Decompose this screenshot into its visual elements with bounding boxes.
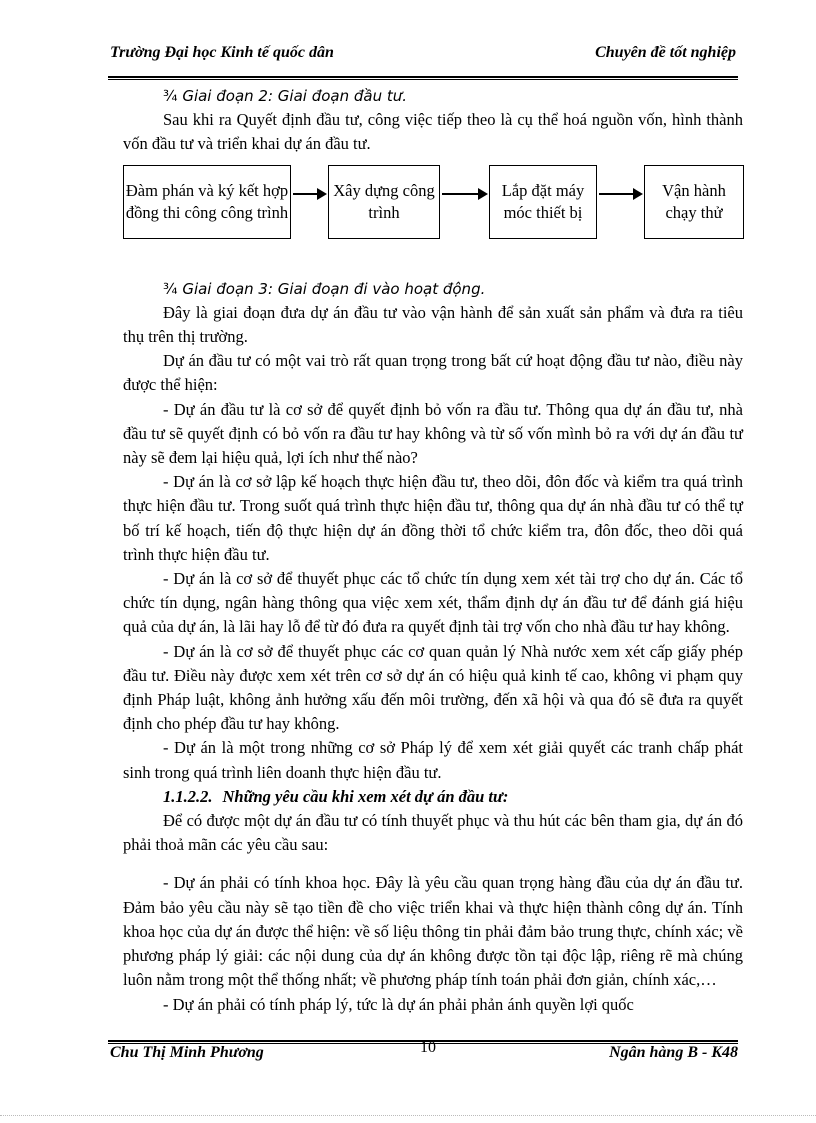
section-title: Những yêu cầu khi xem xét dự án đầu tư: xyxy=(222,786,509,806)
header-thesis-type: Chuyên đề tốt nghiệp xyxy=(595,44,736,61)
footer-class: Ngân hàng B - K48 xyxy=(609,1044,738,1061)
page-footer xyxy=(110,1039,738,1068)
stage-2-bullet: ¾ xyxy=(163,87,178,105)
stage-2-title: Giai đoạn 2: Giai đoạn đầu tư. xyxy=(182,87,408,105)
requirement-item: - Dự án phải có tính khoa học. Đây là yêu cầu quan trọng hàng đầu của dự án đầu tư. Đảm bảo yêu cầu này sẽ tạo tiền đề cho việc triển khai và thực hiện thành công dự án. Tính khoa học của dự án được thể hiện: về số liệu thông tin phải đảm bảo trung thực, chính xác; về phương pháp lý giải: các nội dung của dự án không được tồn tại độc lập, riêng rẽ mà chúng luôn nằm trong một thể thống nhất; về phương pháp tính toán phải đơn giản, chính xác,… xyxy=(123,873,743,990)
stage-2-heading xyxy=(123,84,743,108)
flow-arrow-3 xyxy=(599,193,641,195)
role-item: - Dự án là cơ sở để thuyết phục các cơ quan quản lý Nhà nước xem xét cấp giấy phép đầu tư. Điều này được xem xét trên cơ sở dự án có hiệu quả kinh tế cao, không vi phạm quy định Pháp luật, không ảnh hưởng xấu đến môi trường, đến xã hội và qua đó sẽ đưa ra quyết định cho phép đầu tư hay không. xyxy=(123,641,743,734)
stage-3-heading xyxy=(123,277,743,301)
flow-step-trial-run: Vận hành chạy thử xyxy=(644,165,744,239)
header-rule-thin xyxy=(108,79,738,80)
requirement-item: - Dự án phải có tính pháp lý, tức là dự án phải phản ánh quyền lợi quốc xyxy=(163,994,634,1014)
section-number: 1.1.2.2. xyxy=(163,786,213,806)
page-body xyxy=(123,84,743,1017)
stage-3-title: Giai đoạn 3: Giai đoạn đi vào hoạt động. xyxy=(182,279,486,298)
section-heading xyxy=(123,785,743,809)
flow-arrow-2 xyxy=(442,193,486,195)
footer-author: Chu Thị Minh Phương xyxy=(110,1044,264,1061)
stage-3-bullet: ¾ xyxy=(163,279,178,298)
investment-flow-diagram xyxy=(123,157,743,277)
flow-step-construction: Xây dựng công trình xyxy=(328,165,440,239)
flow-step-negotiate-contract: Đàm phán và ký kết hợp đồng thi công công trình xyxy=(123,165,291,239)
role-intro-paragraph: Dự án đầu tư có một vai trò rất quan trọng trong bất cứ hoạt động đầu tư nào, điều này được thể hiện: xyxy=(123,351,743,395)
requirements-intro-paragraph: Để có được một dự án đầu tư có tính thuyết phục và thu hút các bên tham gia, dự án đó phải thoả mãn các yêu cầu sau: xyxy=(123,811,743,855)
role-item: - Dự án là cơ sở để thuyết phục các tổ chức tín dụng xem xét tài trợ cho dự án. Các tổ chức tín dụng, ngân hàng thông qua việc xem xét, thẩm định dự án đầu tư để đánh giá hiệu quả của dự án, là lãi hay lỗ để từ đó đưa ra quyết định tài trợ vốn cho nhà đầu tư hay không. xyxy=(123,569,743,637)
page-header xyxy=(110,44,736,74)
stage-2-paragraph: Sau khi ra Quyết định đầu tư, công việc tiếp theo là cụ thể hoá nguồn vốn, hình thành vốn đầu tư và triển khai dự án đầu tư. xyxy=(123,110,743,154)
page-number: 10 xyxy=(420,1039,436,1056)
role-item: - Dự án đầu tư là cơ sở để quyết định bỏ vốn ra đầu tư. Thông qua dự án đầu tư, nhà đầu tư sẽ quyết định có bỏ vốn ra đầu tư hay không và từ số vốn mình bỏ ra với dự án đầu tư này sẽ đem lại hiệu quả, lợi ích như thế nào? xyxy=(123,399,743,468)
flow-step-install-equipment: Lắp đặt máy móc thiết bị xyxy=(489,165,597,239)
stage-3-paragraph: Đây là giai đoạn đưa dự án đầu tư vào vận hành để sản xuất sản phẩm và đưa ra tiêu thụ trên thị trường. xyxy=(123,302,743,347)
role-item: - Dự án là một trong những cơ sở Pháp lý để xem xét giải quyết các tranh chấp phát sinh trong quá trình liên doanh thực hiện đầu tư. xyxy=(123,738,743,782)
header-rule xyxy=(108,76,738,78)
flow-arrow-1 xyxy=(293,193,325,195)
header-university: Trường Đại học Kinh tế quốc dân xyxy=(110,44,334,61)
page-bottom-border xyxy=(0,1115,816,1116)
role-item: - Dự án là cơ sở lập kế hoạch thực hiện đầu tư, theo dõi, đôn đốc và kiểm tra quá trình thực hiện đầu tư. Trong suốt quá trình thực hiện đầu tư, thông qua dự án nhà đầu tư có thể tự bố trí kế hoạch, tiến độ thực hiện dự án đồng thời tổ chức kiểm tra, đôn đốc, theo dõi quá trình thực hiện đầu tư. xyxy=(123,472,743,564)
